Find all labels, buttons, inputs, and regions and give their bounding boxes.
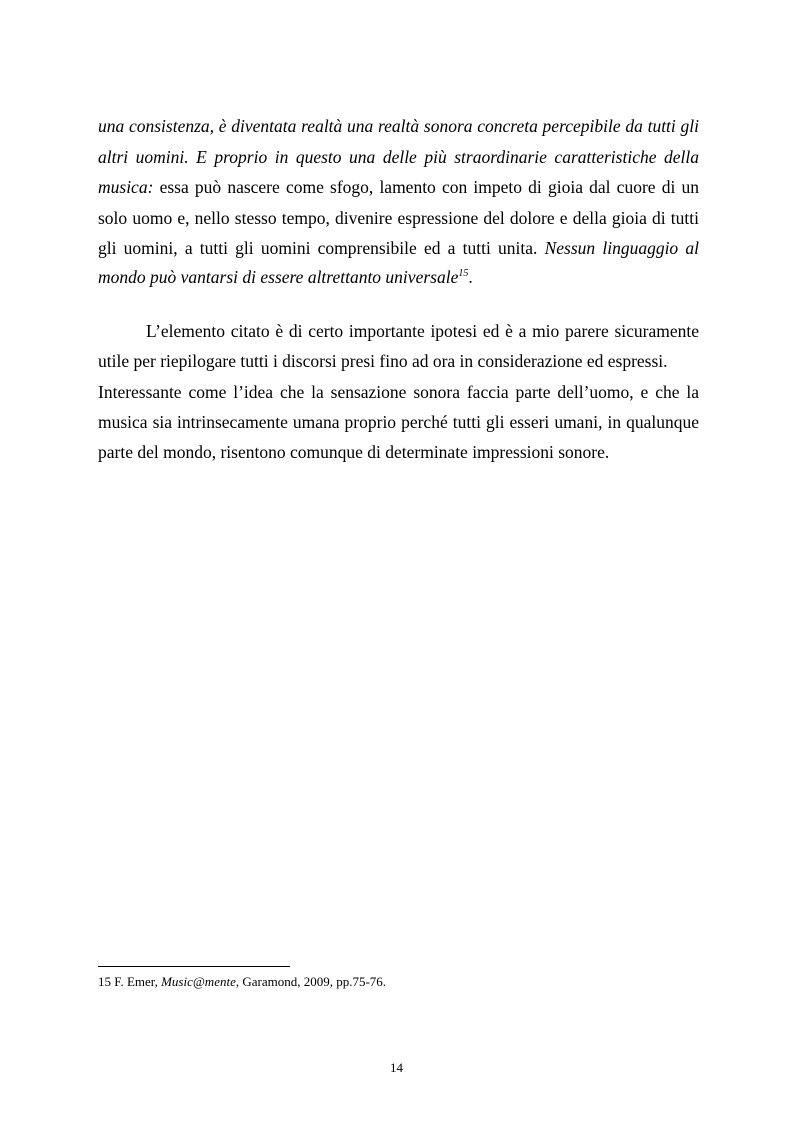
paragraph-line-4: musica sia intrinsecamente umana proprio perché tutti gli esseri umani, in qualunque (98, 412, 699, 432)
quote-line-3-rest: essa può nascere come sfogo, lamento con impeto di gioia dal cuore di un (153, 177, 699, 197)
paragraph-line-5: parte del mondo, risentono comunque di determinate impressioni sonore. (98, 442, 610, 462)
quote-line-3 (98, 176, 699, 198)
paragraph-line-2: utile per riepilogare tutti i discorsi presi fino ad ora in considerazione ed espressi. (98, 351, 668, 371)
footnote-title: Music@mente (161, 974, 236, 989)
quote-line-3-italic: musica: (98, 177, 154, 197)
quote-line-5-italic: Nessun linguaggio al (544, 238, 699, 258)
page-number: 14 (390, 1060, 403, 1075)
quote-line-6 (98, 266, 699, 288)
quote-line-1: una consistenza, è diventata realtà una realtà sonora concreta percepibile da tutti gli (98, 116, 699, 136)
footnote-author: F. Emer, (111, 974, 162, 989)
quote-line-2: altri uomini. E proprio in questo una delle più straordinarie caratteristiche della (98, 147, 699, 167)
paragraph-line-3: Interessante come l’idea che la sensazione sonora faccia parte dell’uomo, e che la (98, 382, 699, 402)
footnote-reference: 15 (458, 268, 469, 279)
quote-line-5-plain: gli uomini, a tutti gli uomini comprensibile ed a tutti unita. (98, 238, 545, 258)
quote-line-6-italic: mondo può vantarsi di essere altrettanto universale (98, 267, 459, 287)
footnote-number: 15 (98, 974, 111, 989)
footnote-separator (98, 966, 290, 967)
quote-line-4: solo uomo e, nello stesso tempo, divenire espressione del dolore e della gioia di tutti (98, 208, 699, 228)
quote-line-6-end: . (468, 267, 473, 287)
footnote-rest: , Garamond, 2009, pp.75-76. (235, 974, 387, 989)
quote-line-5 (98, 237, 699, 259)
paragraph-line-1: L’elemento citato è di certo importante ipotesi ed è a mio parere sicuramente (146, 321, 699, 341)
footnote (98, 973, 386, 991)
